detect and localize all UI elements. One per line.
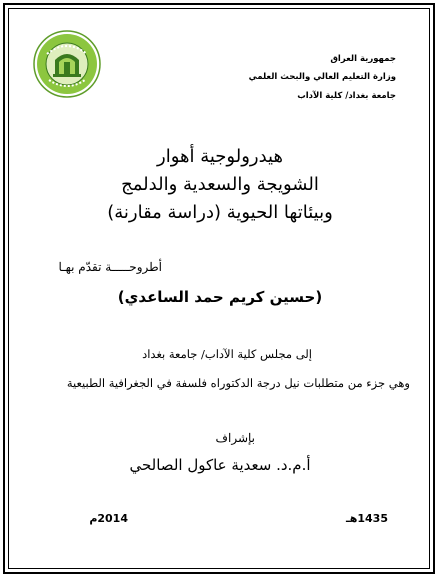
supervision-label: بإشراف [215,431,255,445]
thesis-title-line-1: هيدرولوجية أهوار [157,146,283,167]
submitted-by-label: أطروحـــــة تقدّم بهـا [58,260,162,274]
supervisor-name: أ.م.د. سعدية عاكول الصالحي [129,456,311,474]
author-name: (حسين كريم حمد الساعدي) [117,288,323,306]
thesis-title-line-2: الشويجة والسعدية والدلمج [121,174,319,195]
submitted-to: إلى مجلس كلية الآداب/ جامعة بغداد [142,347,312,361]
thesis-title-line-3: وبيئاتها الحيوية (دراسة مقارنة) [107,202,333,223]
university-seal-icon [33,30,101,98]
gregorian-year: 2014م [89,512,128,525]
hijri-year: 1435هـ [345,512,388,525]
university-college: جامعة بغداد/ كلية الآداب [297,91,396,101]
degree-statement: وهي جزء من متطلبات نيل درجة الدكتوراه فلسفة في الجغرافية الطبيعية [66,376,410,390]
country-name: جمهورية العراق [330,54,396,64]
ministry-name: وزارة التعليم العالي والبحث العلمي [248,72,396,82]
